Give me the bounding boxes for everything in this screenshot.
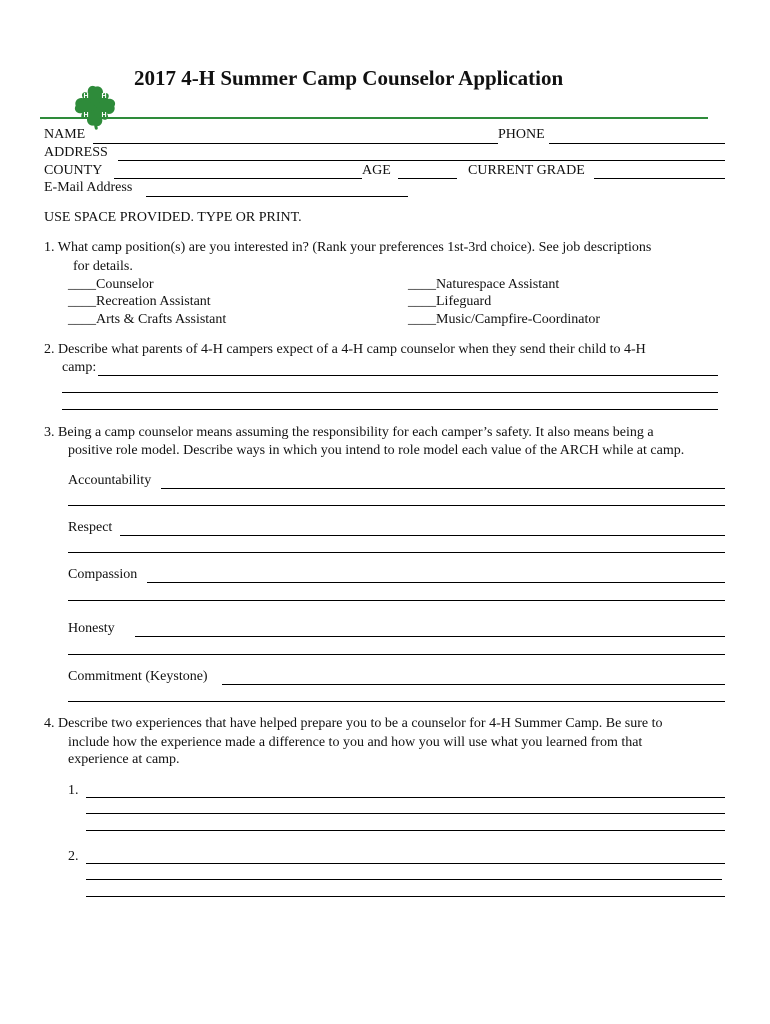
answer-line[interactable] — [86, 813, 725, 814]
q3-text-line1: 3. Being a camp counselor means assuming the responsibility for each camper’s safety. It also means being a — [44, 425, 654, 440]
answer-line[interactable] — [86, 797, 725, 798]
answer-line[interactable] — [86, 879, 722, 880]
answer-line[interactable] — [68, 552, 725, 553]
page-title: 2017 4-H Summer Camp Counselor Application — [134, 66, 564, 90]
position-option[interactable]: ____Lifeguard — [408, 294, 492, 309]
answer-line[interactable] — [86, 830, 725, 831]
answer-line[interactable] — [135, 636, 725, 637]
email-label: E-Mail Address — [44, 180, 133, 195]
svg-text:H: H — [83, 112, 89, 119]
q4-text-line3: experience at camp. — [68, 752, 180, 767]
county-label: COUNTY — [44, 163, 103, 178]
q1-text-line2: for details. — [73, 259, 133, 274]
answer-line[interactable] — [62, 392, 718, 393]
age-label: AGE — [362, 163, 391, 178]
instructions: USE SPACE PROVIDED. TYPE OR PRINT. — [44, 210, 302, 225]
answer-line[interactable] — [120, 535, 725, 536]
grade-label: CURRENT GRADE — [468, 163, 585, 178]
answer-line[interactable] — [68, 505, 725, 506]
position-option[interactable]: ____Counselor — [68, 277, 154, 292]
arch-value-label: Compassion — [68, 567, 138, 582]
grade-field[interactable] — [594, 178, 725, 179]
name-field[interactable] — [93, 143, 498, 144]
answer-line[interactable] — [161, 488, 725, 489]
svg-text:H: H — [101, 93, 107, 100]
arch-value-label: Respect — [68, 520, 113, 535]
phone-field[interactable] — [549, 143, 725, 144]
q4-text-line1: 4. Describe two experiences that have helped prepare you to be a counselor for 4-H Summer Camp. Be sure to — [44, 716, 663, 731]
arch-value-label: Commitment (Keystone) — [68, 669, 208, 684]
answer-line[interactable] — [68, 600, 725, 601]
q2-text-line1: 2. Describe what parents of 4-H campers expect of a 4-H camp counselor when they send their child to 4-H — [44, 342, 646, 357]
name-label: NAME — [44, 127, 86, 142]
phone-label: PHONE — [498, 127, 545, 142]
answer-line[interactable] — [86, 863, 725, 864]
arch-value-label: Honesty — [68, 621, 115, 636]
q2-text-line2: camp: — [62, 360, 97, 375]
four-h-clover-icon — [72, 84, 118, 132]
email-field[interactable] — [146, 196, 408, 197]
answer-line[interactable] — [62, 409, 718, 410]
answer-line[interactable] — [98, 375, 718, 376]
address-field[interactable] — [118, 160, 725, 161]
answer-line[interactable] — [68, 701, 725, 702]
q1-text-line1: 1. What camp position(s) are you interested in? (Rank your preferences 1st-3rd choice). See job descriptions — [44, 240, 652, 255]
q3-text-line2: positive role model. Describe ways in which you intend to role model each value of the ARCH while at camp. — [68, 443, 685, 458]
answer-line[interactable] — [68, 654, 725, 655]
header-rule — [40, 117, 708, 119]
age-field[interactable] — [398, 178, 457, 179]
answer-line[interactable] — [147, 582, 725, 583]
address-label: ADDRESS — [44, 145, 108, 160]
county-field[interactable] — [114, 178, 362, 179]
svg-text:H: H — [101, 112, 107, 119]
position-option[interactable]: ____Arts & Crafts Assistant — [68, 312, 227, 327]
position-option[interactable]: ____Naturespace Assistant — [408, 277, 560, 292]
position-option[interactable]: ____Recreation Assistant — [68, 294, 211, 309]
experience-number: 1. — [68, 783, 79, 798]
position-option[interactable]: ____Music/Campfire-Coordinator — [408, 312, 601, 327]
q4-text-line2: include how the experience made a difference to you and how you will use what you learned from that — [68, 735, 643, 750]
answer-line[interactable] — [222, 684, 725, 685]
answer-line[interactable] — [86, 896, 725, 897]
experience-number: 2. — [68, 849, 79, 864]
arch-value-label: Accountability — [68, 473, 152, 488]
svg-text:H: H — [83, 93, 89, 100]
